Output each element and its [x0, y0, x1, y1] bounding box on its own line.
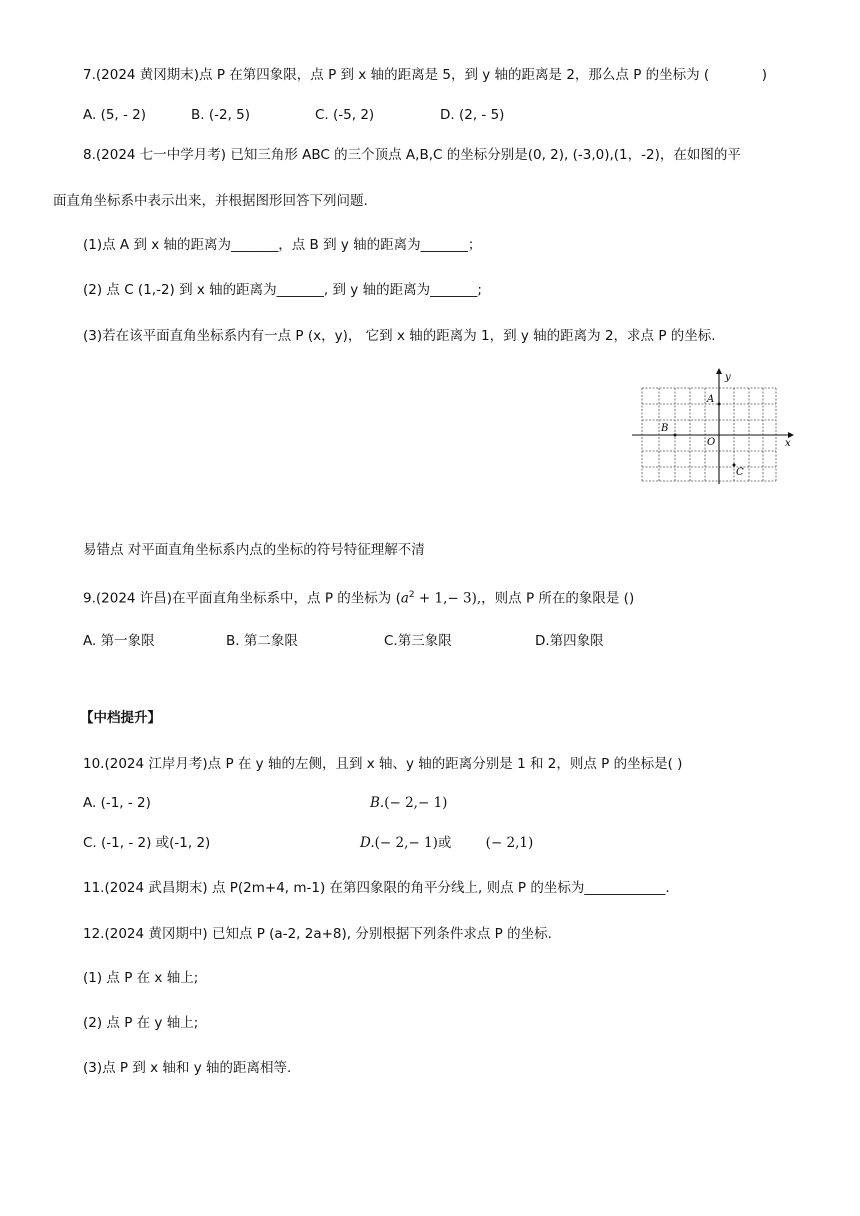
- q7-option-a: A. (5, - 2): [83, 107, 147, 123]
- q8-part1: (1)点 A 到 x 轴的距离为_______，点 B 到 y 轴的距离为_______；: [83, 237, 482, 253]
- q7-stem-text: 7.(2024 黄冈期末)点 P 在第四象限，点 P 到 x 轴的距离是 5，到 y 轴的距离是 2，那么点 P 的坐标为 (: [83, 67, 710, 83]
- q9-stem-post: ，则点 P 所在的象限是 (): [481, 590, 635, 607]
- q9-stem-pre: 9.(2024 许昌)在平面直角坐标系中，点 P 的坐标为 (: [83, 590, 401, 607]
- q7-option-b: B. (-2, 5): [191, 107, 251, 123]
- section-title: 【中档提升】: [80, 710, 161, 726]
- q10-option-a: A. (-1, - 2): [83, 795, 151, 811]
- q12-part2: (2) 点 P 在 y 轴上;: [83, 1015, 199, 1031]
- q9-stem: [83, 586, 634, 608]
- point-c-label: C: [736, 467, 744, 478]
- q9-option-b: B. 第二象限: [226, 633, 298, 649]
- q9-formula-rest: + 1,− 3),: [414, 590, 482, 607]
- y-axis-arrow-icon: [716, 368, 722, 374]
- origin-label: O: [707, 437, 716, 448]
- q9-formula-exp: 2: [408, 590, 415, 600]
- q7-stem: [83, 66, 767, 84]
- q9-option-c: C.第三象限: [384, 633, 452, 649]
- q8-stem-line1: 8.(2024 七一中学月考) 已知三角形 ABC 的三个顶点 A,B,C 的坐标分别是(0, 2), (-3,0),(1，-2)，在如图的平: [83, 147, 741, 163]
- q11-stem: 11.(2024 武昌期末) 点 P(2m+4, m-1) 在第四象限的角平分线上, 则点 P 的坐标为____________.: [83, 880, 670, 896]
- q10-option-b-text: (− 2,− 1): [384, 795, 448, 811]
- point-a: [718, 403, 721, 406]
- point-b-label: B: [661, 423, 669, 434]
- q9-formula-a: a: [400, 590, 409, 607]
- x-axis-label: x: [785, 438, 791, 449]
- q10-option-d: [360, 834, 533, 852]
- q10-option-d-letter: D.: [360, 835, 375, 851]
- q12-stem: 12.(2024 黄冈期中) 已知点 P (a-2, 2a+8), 分别根据下列条件求点 P 的坐标.: [83, 926, 552, 942]
- q7-option-d: D. (2, - 5): [440, 107, 505, 123]
- q7-paren-close: ): [761, 67, 768, 83]
- q8-part2: (2) 点 C (1,-2) 到 x 轴的距离为_______, 到 y 轴的距离为_______;: [83, 282, 482, 298]
- q8-stem-line2: 面直角坐标系中表示出来，并根据图形回答下列问题.: [53, 193, 368, 209]
- q8-part3: (3)若在该平面直角坐标系内有一点 P (x，y)， 它到 x 轴的距离为 1，到 y 轴的距离为 2，求点 P 的坐标.: [83, 328, 716, 344]
- q12-part3: (3)点 P 到 x 轴和 y 轴的距离相等.: [83, 1060, 292, 1076]
- coordinate-grid-figure: [628, 368, 798, 484]
- q10-option-b-letter: B.: [370, 795, 385, 811]
- point-a-label: A: [707, 394, 715, 405]
- q10-option-b: [370, 794, 447, 812]
- point-b: [674, 434, 677, 437]
- mistake-heading: 易错点 对平面直角坐标系内点的坐标的符号特征理解不清: [83, 542, 425, 558]
- q10-option-c: C. (-1, - 2) 或(-1, 2): [83, 835, 211, 851]
- q9-option-a: A. 第一象限: [83, 633, 155, 649]
- q7-option-c: C. (-5, 2): [315, 107, 375, 123]
- q10-stem: 10.(2024 江岸月考)点 P 在 y 轴的左侧，且到 x 轴、y 轴的距离分别是 1 和 2，则点 P 的坐标是( ): [83, 756, 683, 772]
- q9-option-d: D.第四象限: [535, 633, 604, 649]
- q10-option-d-text: (− 2,− 1)或 (− 2,1): [374, 835, 534, 851]
- axes: [632, 374, 788, 484]
- q12-part1: (1) 点 P 在 x 轴上;: [83, 970, 199, 986]
- y-axis-label: y: [725, 372, 731, 383]
